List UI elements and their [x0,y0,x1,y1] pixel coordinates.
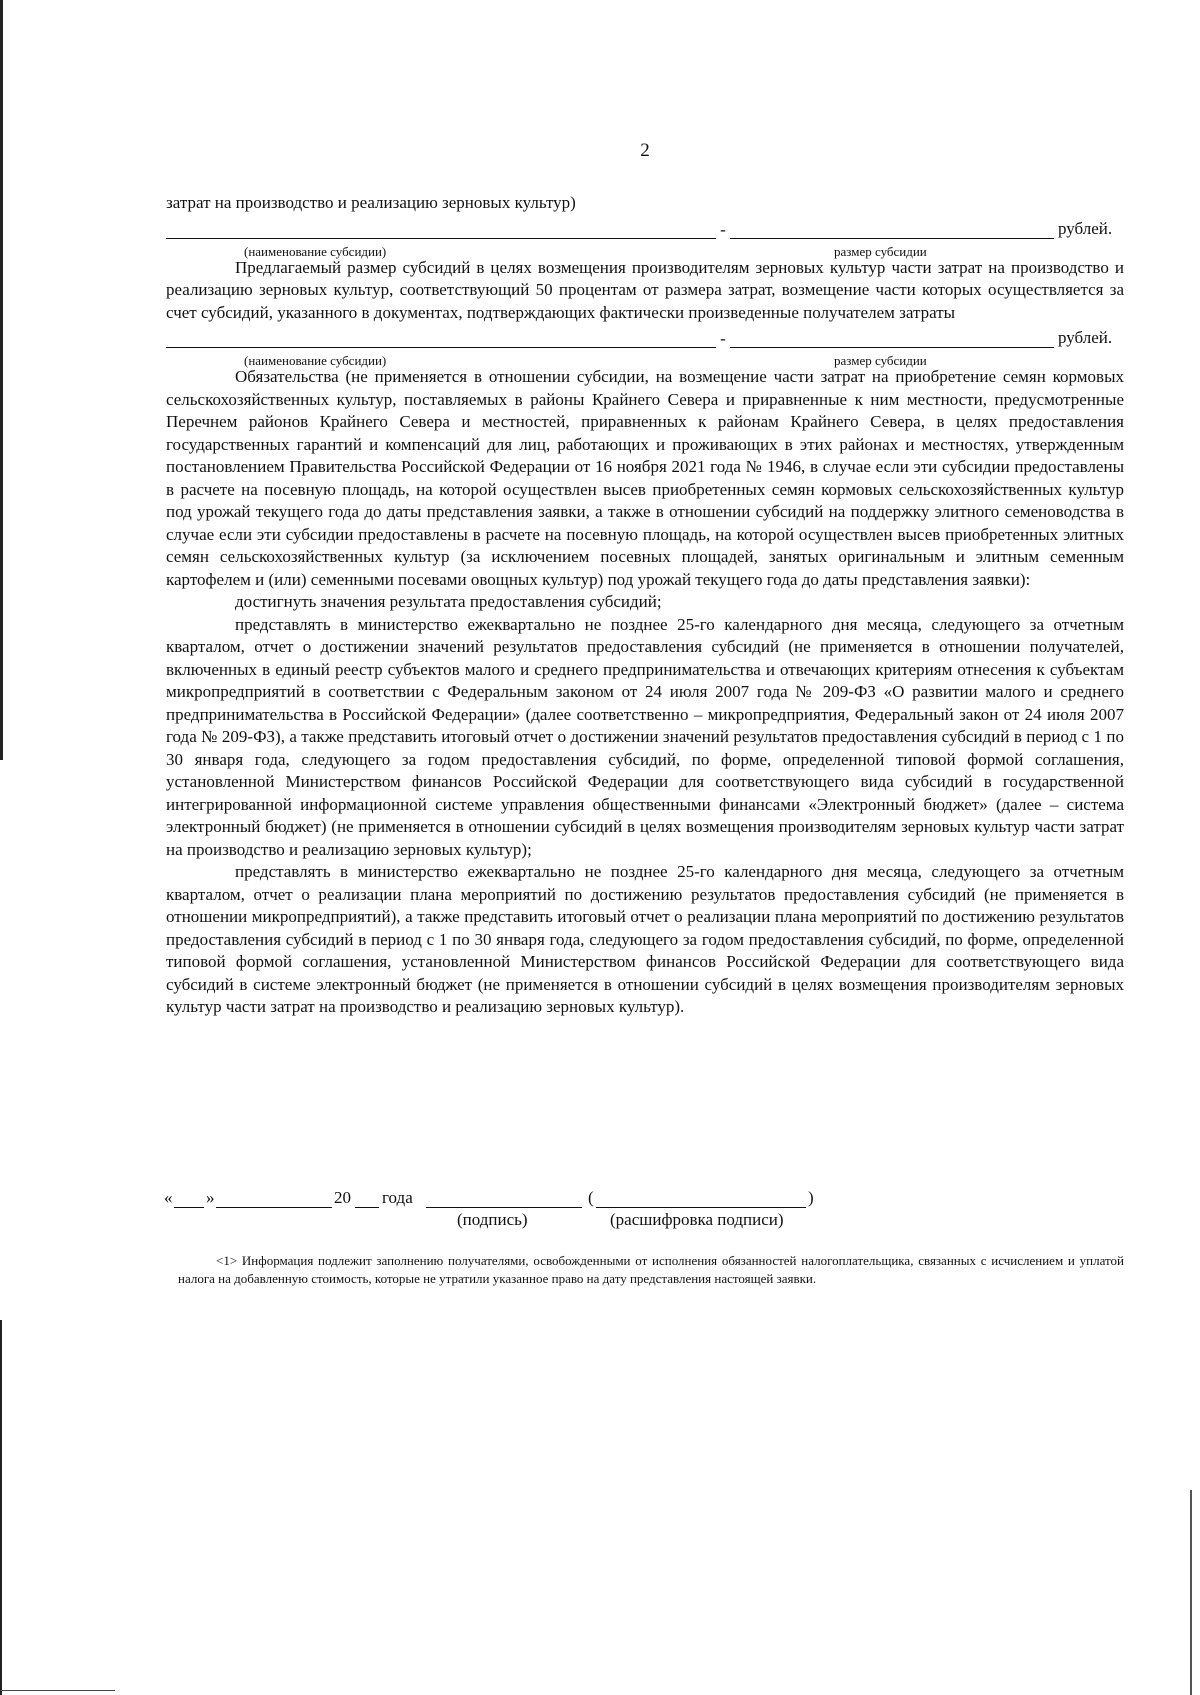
paragraph-report-results: представлять в министерство ежеквартально не позднее 25-го календарного дня месяца, следующего за отчетным кварталом, отчет о достижении значений результатов предоставления субсидий (не применяется в отношении получателей, включенных в единый реестр субъектов малого и среднего предпринимательства и отвечающих критериям отнесения к субъектам микропредприятий в соответствии с Федеральным законом от 24 июля 2007 года № 209-ФЗ «О развитии малого и среднего предпринимательства в Российской Федерации» (далее соответственно – микропредприятия, Федеральный закон от 24 июля 2007 года № 209-ФЗ), а также представить итоговый отчет о достижении значений результатов предоставления субсидий в период с 1 по 30 января года, следующего за годом предоставления субсидий, по форме, определенной типовой формой соглашения, установленной Министерством финансов Российской Федерации для соответствующего вида субсидий в государственной интегрированной информационной системе управления общественными финансами «Электронный бюджет» (далее – система электронный бюджет) (не применяется в отношении субсидий в целях возмещения производителям зерновых культур части затрат на производство и реализацию зерновых культур); [166,614,1124,859]
year-word: года [382,1188,413,1207]
subsidy-name-field-2[interactable] [166,329,716,348]
caption-subsidy-amount-2: размер субсидии [834,353,927,368]
subsidy-blank-line-2 [166,324,1124,348]
paragraph-achieve-result: достигнуть значения результата предоставления субсидий; [235,592,662,611]
rubles-label-1: рублей. [1058,218,1113,238]
paragraph-proposed-amount: Предлагаемый размер субсидий в целях возмещения производителям зерновых культур части затрат на производство и реализацию зерновых культур, соответствующий 50 процентам от размера затрат, возмещение части которых осуществляется за счет субсидий, указанного в документах, подтверждающих фактически произведенные получателем затраты [166,257,1124,322]
document-body [166,192,1124,1019]
month-field[interactable] [216,1191,332,1208]
scan-right-mark [1190,1490,1192,1695]
caption-signature: (подпись) [457,1210,528,1229]
footnote-text: <1> Информация подлежит заполнению получателями, освобожденными от исполнения обязанностей налогоплательщика, связанных с исчислением и уплатой налога на добавленную стоимость, которые не утратили указанное право на дату представления настоящей заявки. [178,1253,1124,1286]
quote-close: » [206,1188,215,1207]
scan-bottom-line [0,1690,115,1691]
intro-line: затрат на производство и реализацию зерновых культур) [166,193,576,212]
paren-close: ) [808,1188,814,1207]
blank-captions-1 [166,239,1124,257]
signature-captions [164,1208,864,1230]
caption-subsidy-name-2: (наименование субсидии) [244,353,387,368]
quote-open: « [164,1188,173,1207]
signature-field[interactable] [426,1191,582,1208]
blank-captions-2 [166,348,1124,366]
caption-subsidy-name-1: (наименование субсидии) [244,243,387,259]
date-signature-line [164,1186,864,1208]
subsidy-amount-field-1[interactable] [730,220,1054,239]
paren-open: ( [588,1188,594,1207]
year-field[interactable] [355,1191,379,1208]
signature-decoding-field[interactable] [596,1191,806,1208]
footnote [178,1252,1124,1288]
subsidy-amount-field-2[interactable] [730,329,1054,348]
dash-1: - [720,219,726,239]
dash-2: - [720,329,726,348]
paragraph-obligations: Обязательства (не применяется в отношении субсидии, на возмещение части затрат на приобретение семян кормовых сельскохозяйственных культур, поставляемых в районы Крайнего Севера и приравненные к ним местности, предусмотренные Перечнем районов Крайнего Севера и местностей, приравненных к районам Крайнего Севера, в целях предоставления государственных гарантий и компенсаций для лиц, работающих и проживающих в этих районах и местностях, утвержденным постановлением Правительства Российской Федерации от 16 ноября 2021 года № 1946, в случае если эти субсидии предоставлены в расчете на посевную площадь, на которой осуществлен высев приобретенных семян кормовых сельскохозяйственных культур под урожай текущего года до даты представления заявки, а также в отношении субсидий на поддержку элитного семеноводства в случае если эти субсидии предоставлены в расчете на посевную площадь, на которой осуществлен высев приобретенных элитных семян сельскохозяйственных культур (за исключением посевных площадей, занятых оригинальным и элитным семенным картофелем и (или) семенными посевами овощных культур) под урожай текущего года до даты представления заявки): [166,367,1124,589]
signature-block [164,1186,864,1230]
caption-subsidy-amount-1: размер субсидии [834,243,927,259]
page-number: 2 [640,140,650,161]
scan-edge-mark-bottom [0,1320,2,1695]
scan-edge-mark-top [0,0,3,760]
paragraph-report-plan: представлять в министерство ежеквартально не позднее 25-го календарного дня месяца, следующего за отчетным кварталом, отчет о реализации плана мероприятий по достижению результатов предоставления субсидий (не применяется в отношении микропредприятий), а также представить итоговый отчет о реализации плана мероприятий по достижению результатов предоставления субсидий в период с 1 по 30 января года, следующего за годом предоставления субсидий, по форме, определенной типовой формой соглашения, установленной Министерством финансов Российской Федерации для соответствующего вида субсидий в системе электронный бюджет (не применяется в отношении субсидий в целях возмещения производителям зерновых культур части затрат на производство и реализацию зерновых культур). [166,862,1124,1016]
subsidy-name-field-1[interactable] [166,220,716,239]
subsidy-blank-line-1 [166,215,1124,239]
year-prefix: 20 [334,1188,351,1207]
rubles-label-2: рублей. [1058,328,1113,347]
caption-signature-decoding: (расшифровка подписи) [610,1210,784,1229]
day-field[interactable] [174,1191,204,1208]
